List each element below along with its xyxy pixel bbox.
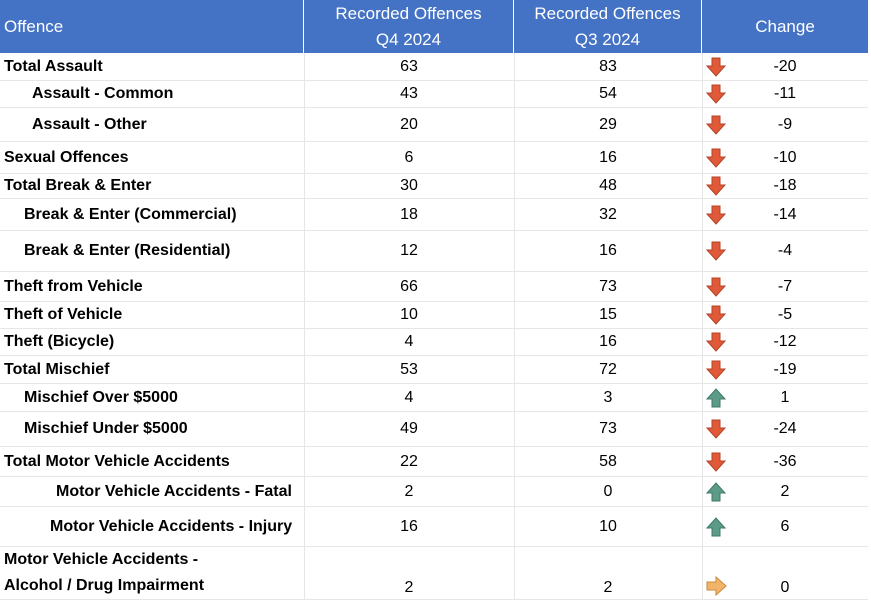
offence-label: Total Break & Enter bbox=[4, 177, 152, 194]
q4-value: 10 bbox=[400, 306, 418, 323]
q4-value: 43 bbox=[400, 85, 418, 102]
change-value: 6 bbox=[780, 517, 790, 535]
q4-value: 2 bbox=[404, 482, 414, 500]
arrow-down-icon bbox=[702, 302, 730, 328]
offence-label-line2: Alcohol / Drug Impairment bbox=[4, 577, 205, 594]
change-value: -12 bbox=[773, 333, 797, 350]
table-header bbox=[0, 0, 868, 53]
arrow-up-icon bbox=[702, 384, 730, 411]
q4-value: 20 bbox=[400, 115, 418, 133]
change-value: -5 bbox=[777, 306, 793, 323]
offence-label: Break & Enter (Commercial) bbox=[24, 205, 237, 223]
arrow-down-icon bbox=[702, 199, 730, 230]
change-value: -18 bbox=[773, 177, 797, 194]
table-row bbox=[0, 302, 868, 329]
offence-label: Sexual Offences bbox=[4, 148, 129, 166]
q3-header-line1: Recorded Offences bbox=[534, 3, 681, 23]
change-value: -4 bbox=[777, 242, 793, 259]
change-value: -7 bbox=[777, 277, 793, 295]
arrow-down-icon bbox=[702, 142, 730, 173]
q4-value: 4 bbox=[404, 333, 414, 350]
q4-value: 2 bbox=[404, 579, 414, 596]
table-row bbox=[0, 199, 868, 231]
arrow-down-icon bbox=[702, 329, 730, 355]
table-row bbox=[0, 142, 868, 174]
table-row bbox=[0, 108, 868, 142]
q4-value: 18 bbox=[400, 205, 418, 223]
table-row bbox=[0, 477, 868, 507]
q3-value: 0 bbox=[603, 482, 613, 500]
arrow-up-icon bbox=[702, 477, 730, 506]
q4-value: 12 bbox=[400, 242, 418, 259]
arrow-down-icon bbox=[702, 356, 730, 383]
offence-label: Theft from Vehicle bbox=[4, 277, 143, 295]
table-row bbox=[0, 174, 868, 199]
table-row bbox=[0, 329, 868, 356]
q3-value: 2 bbox=[603, 579, 613, 596]
change-column-header bbox=[702, 0, 868, 53]
change-value: 0 bbox=[780, 579, 790, 596]
change-value: -20 bbox=[773, 57, 797, 75]
arrow-down-icon bbox=[702, 231, 730, 271]
q3-value: 73 bbox=[599, 420, 617, 437]
q4-value: 49 bbox=[400, 420, 418, 437]
q3-value: 73 bbox=[599, 277, 617, 295]
q4-header-line1: Recorded Offences bbox=[335, 3, 482, 23]
offence-label: Motor Vehicle Accidents - Fatal bbox=[56, 482, 292, 500]
table-row bbox=[0, 412, 868, 447]
q3-value: 54 bbox=[599, 85, 617, 102]
offence-column-header bbox=[0, 0, 304, 53]
offence-label: Total Motor Vehicle Accidents bbox=[4, 452, 230, 470]
change-value: -24 bbox=[773, 420, 797, 437]
arrow-up-icon bbox=[702, 507, 730, 546]
change-value: -11 bbox=[774, 85, 796, 102]
q3-value: 29 bbox=[599, 115, 617, 133]
offence-label: Total Assault bbox=[4, 57, 103, 75]
offence-label: Assault - Other bbox=[32, 115, 147, 133]
q4-header-line2: Q4 2024 bbox=[375, 29, 442, 49]
q3-value: 16 bbox=[599, 148, 617, 166]
offence-header-text: Offence bbox=[4, 16, 64, 36]
q3-value: 3 bbox=[603, 388, 613, 406]
q4-value: 63 bbox=[400, 57, 418, 75]
offence-label: Mischief Over $5000 bbox=[24, 388, 178, 406]
table-row bbox=[0, 231, 868, 272]
change-value: 2 bbox=[780, 482, 790, 500]
table-row bbox=[0, 447, 868, 477]
change-value: -14 bbox=[773, 205, 797, 223]
q3-value: 10 bbox=[599, 517, 617, 535]
offence-label-line1: Motor Vehicle Accidents - bbox=[4, 551, 199, 568]
offence-label bbox=[4, 547, 304, 599]
arrow-down-icon bbox=[702, 81, 730, 107]
offence-label: Assault - Common bbox=[32, 85, 174, 102]
offence-label: Total Mischief bbox=[4, 360, 110, 378]
change-header-text: Change bbox=[755, 16, 815, 36]
q3-value: 32 bbox=[599, 205, 617, 223]
arrow-down-icon bbox=[702, 108, 730, 141]
change-value: -10 bbox=[773, 148, 797, 166]
offence-label: Theft of Vehicle bbox=[4, 306, 123, 323]
change-value: -36 bbox=[773, 452, 797, 470]
arrow-down-icon bbox=[702, 447, 730, 476]
offence-label: Break & Enter (Residential) bbox=[24, 242, 231, 259]
table-row bbox=[0, 507, 868, 547]
q3-header-line2: Q3 2024 bbox=[574, 29, 641, 49]
offence-label: Mischief Under $5000 bbox=[24, 420, 188, 437]
q4-value: 66 bbox=[400, 277, 418, 295]
q3-value: 16 bbox=[599, 333, 617, 350]
table-row bbox=[0, 53, 868, 81]
q3-value: 58 bbox=[599, 452, 617, 470]
q3-column-header bbox=[514, 0, 702, 53]
offence-label: Motor Vehicle Accidents - Injury bbox=[50, 517, 293, 535]
change-value: -9 bbox=[777, 115, 793, 133]
table-row bbox=[0, 356, 868, 384]
q4-value: 4 bbox=[404, 388, 414, 406]
offence-label: Theft (Bicycle) bbox=[4, 333, 115, 350]
q4-value: 53 bbox=[400, 360, 418, 378]
arrow-down-icon bbox=[702, 412, 730, 446]
table-row bbox=[0, 272, 868, 302]
table-row bbox=[0, 547, 868, 600]
arrow-right-icon bbox=[702, 547, 730, 599]
q4-value: 16 bbox=[400, 517, 418, 535]
table-row bbox=[0, 384, 868, 412]
arrow-down-icon bbox=[702, 53, 730, 80]
q4-value: 6 bbox=[404, 148, 414, 166]
table-row bbox=[0, 81, 868, 108]
arrow-down-icon bbox=[702, 272, 730, 301]
arrow-down-icon bbox=[702, 174, 730, 198]
q3-value: 15 bbox=[599, 306, 617, 323]
q4-value: 22 bbox=[400, 452, 418, 470]
q4-value: 30 bbox=[400, 177, 418, 194]
change-value: -19 bbox=[773, 360, 797, 378]
q3-value: 72 bbox=[599, 360, 617, 378]
q4-column-header bbox=[304, 0, 514, 53]
q3-value: 48 bbox=[599, 177, 617, 194]
q3-value: 16 bbox=[599, 242, 617, 259]
q3-value: 83 bbox=[599, 57, 617, 75]
change-value: 1 bbox=[780, 388, 790, 406]
